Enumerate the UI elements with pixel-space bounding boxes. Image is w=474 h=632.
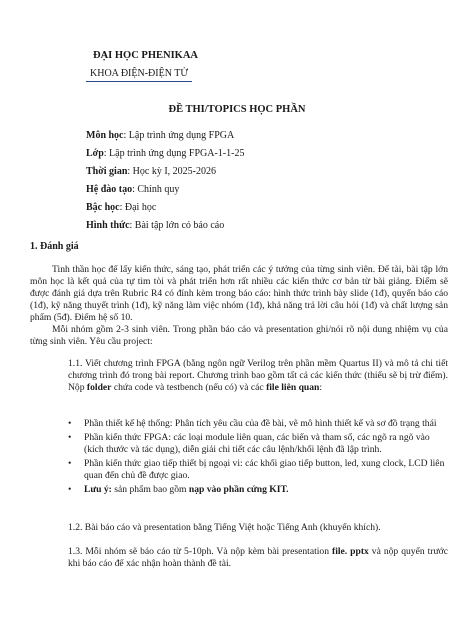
meta-value: : Chính quy: [132, 184, 180, 195]
meta-value: : Đại học: [119, 202, 157, 213]
list-item-text: Phần kiến thức giao tiếp thiết bị ngoại vi: các khối giao tiếp button, led, xung clock, LCD liên quan đến chủ đề được giao.: [84, 458, 445, 481]
list-item: [68, 432, 448, 456]
meta-value: : Lập trình ứng dụng FPGA: [123, 130, 235, 141]
item-text: 1.1. Viết chương trình FPGA (bằng ngôn ngữ Verilog trên phần mềm Quartus II) và mô tả chi tiết chương trình đó trong bài report. Chương trình bao gồm tất cả các kiến thức (thiếu sẽ bị trừ điểm). Nộp: [68, 358, 448, 393]
faculty-name: KHOA ĐIỆN-ĐIỆN TỬ: [86, 68, 192, 82]
meta-label: Bậc học: [86, 202, 120, 213]
meta-value: : Học kỳ I, 2025-2026: [127, 166, 216, 177]
item-text: chứa code và testbench (nếu có) và các: [111, 382, 267, 393]
bullet-icon: •: [68, 432, 72, 443]
list-item: [68, 484, 448, 496]
item-text: 1.3. Mỗi nhóm sẽ báo cáo từ 5-10ph. Và nộp kèm bài presentation: [68, 546, 332, 557]
list-item: [68, 418, 448, 430]
list-item: [68, 458, 448, 482]
meta-label: Hình thức: [86, 220, 130, 231]
meta-label: Lớp: [86, 148, 104, 159]
bullet-icon: •: [68, 418, 72, 429]
evaluation-paragraph: Tinh thần học để lấy kiến thức, sáng tạo, phát triển các ý tưởng của từng sinh viên. Để tài, bài tập lớn môn học là kết quả của tự tìm tòi và phát triển hơn rất nhiều các kiến thức cơ bản từ bài giảng. Điểm sẽ được đánh giá dựa trên Rubric R4 có đính kèm trong báo cáo: hình thức trình bày slide (1đ), quyển báo cáo (1đ), kỹ năng thuyết trình (1đ), kỹ năng làm việc nhóm (1đ), khả năng trả lời câu hỏi (1đ) và chất lượng sản phẩm (5đ). Điểm hệ số 10.: [30, 264, 448, 323]
document-title: ĐỀ THI/TOPICS HỌC PHẦN: [168, 104, 306, 115]
item-1-1: [68, 358, 448, 394]
bullet-icon: •: [68, 484, 72, 495]
item-text: :: [319, 382, 323, 393]
meta-level: [86, 202, 156, 213]
meta-label: Thời gian: [86, 166, 128, 177]
meta-program: [86, 184, 179, 195]
list-item-text: Phần thiết kế hệ thống: Phân tích yêu cầu của đề bài, vẽ mô hình thiết kế và sơ đồ trạng thái: [84, 418, 437, 429]
meta-class: [86, 148, 244, 159]
meta-value: : Lập trình ứng dụng FPGA-1-1-25: [103, 148, 245, 159]
meta-label: Hệ đào tạo: [86, 184, 133, 195]
list-item-text: Phần kiến thức FPGA: các loại module liên quan, các biến và tham số, các ngõ ra ngõ vào (kích thước và tác dụng), diễn giải chi tiết các câu lệnh/khối lệnh đã lập trình.: [84, 432, 430, 455]
item-bold: file. pptx: [332, 546, 369, 557]
meta-value: : Bài tập lớn có báo cáo: [129, 220, 225, 231]
meta-subject: [86, 130, 234, 141]
item-1-2: 1.2. Bài báo cáo và presentation bằng Tiếng Việt hoặc Tiếng Anh (khuyến khích).: [68, 522, 381, 533]
note-bold: nạp vào phần cứng KIT.: [188, 484, 289, 495]
group-paragraph: Mỗi nhóm gồm 2-3 sinh viên. Trong phần báo cáo và presentation ghi/nói rõ nội dung nhiệm vụ của từng sinh viên. Yêu cầu project:: [30, 324, 448, 347]
university-name: ĐẠI HỌC PHENIKAA: [93, 50, 199, 61]
item-bold: folder: [86, 382, 112, 393]
bullet-icon: •: [68, 458, 72, 469]
meta-label: Môn học: [86, 130, 124, 141]
meta-format: [86, 220, 224, 231]
meta-time: [86, 166, 216, 177]
note-label: Lưu ý:: [84, 484, 115, 495]
item-text: và nộp quyển trước khi báo cáo để xác nhận hoàn thành đề tài.: [68, 546, 448, 569]
section-heading: 1. Đánh giá: [30, 241, 79, 252]
requirements-list: [68, 418, 448, 498]
item-bold: file liên quan: [266, 382, 320, 393]
item-1-3: [68, 546, 448, 570]
note-text: sản phẩm bao gồm: [114, 484, 189, 495]
